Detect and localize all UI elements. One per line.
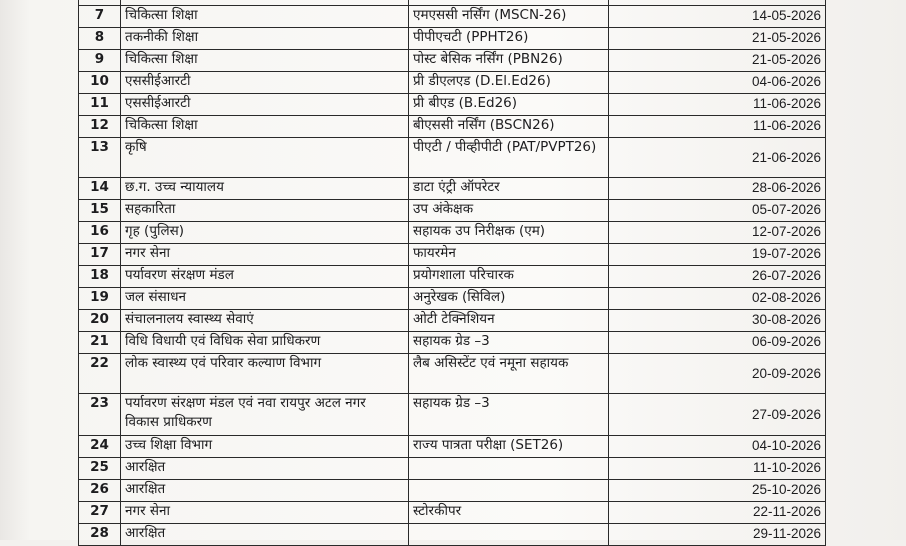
- department: विधि विधायी एवं विधिक सेवा प्राधिकरण: [121, 332, 409, 354]
- exam-date: 19-07-2026: [609, 244, 826, 266]
- exam-name: डाटा एंट्री ऑपरेटर: [409, 178, 609, 200]
- serial-number: 17: [79, 244, 121, 266]
- serial-number: 7: [79, 6, 121, 28]
- serial-number: 16: [79, 222, 121, 244]
- department: संचालनालय स्वास्थ्य सेवाएं: [121, 310, 409, 332]
- exam-date: 04-10-2026: [609, 436, 826, 458]
- exam-name: पीपीएचटी (PPHT26): [409, 28, 609, 50]
- exam-name: प्री बीएड (B.Ed26): [409, 94, 609, 116]
- table-row: [79, 436, 826, 458]
- exam-date: 26-07-2026: [609, 266, 826, 288]
- table-row: [79, 116, 826, 138]
- exam-schedule-table: [78, 0, 826, 546]
- department: आरक्षित: [121, 458, 409, 480]
- table-row: [79, 310, 826, 332]
- exam-date: 11-06-2026: [609, 116, 826, 138]
- serial-number: 28: [79, 524, 121, 546]
- serial-number: 20: [79, 310, 121, 332]
- exam-date: 25-10-2026: [609, 480, 826, 502]
- serial-number: 8: [79, 28, 121, 50]
- exam-date: 12-07-2026: [609, 222, 826, 244]
- table-row: [79, 458, 826, 480]
- serial-number: 9: [79, 50, 121, 72]
- department: पर्यावरण संरक्षण मंडल एवं नवा रायपुर अटल नगर विकास प्राधिकरण: [125, 395, 366, 430]
- department: आरक्षित: [121, 524, 409, 546]
- table-row: [79, 94, 826, 116]
- table-row: [79, 28, 826, 50]
- table-row: [79, 50, 826, 72]
- department: कृषि: [121, 138, 409, 178]
- exam-name: अनुरेखक (सिविल): [409, 288, 609, 310]
- exam-name: राज्य पात्रता परीक्षा (SET26): [409, 436, 609, 458]
- table-row: [79, 524, 826, 546]
- serial-number: 27: [79, 502, 121, 524]
- department: छ.ग. उच्च न्यायालय: [121, 178, 409, 200]
- department: गृह (पुलिस): [121, 222, 409, 244]
- exam-date: 11-10-2026: [609, 458, 826, 480]
- table-row: [79, 394, 826, 436]
- exam-name: एमएससी नर्सिंग (MSCN-26): [409, 6, 609, 28]
- exam-name: प्री डीएलएड (D.El.Ed26): [409, 72, 609, 94]
- table-row: [79, 178, 826, 200]
- table-row: [79, 6, 826, 28]
- exam-name: [409, 480, 609, 502]
- exam-name: उप अंकेक्षक: [409, 200, 609, 222]
- serial-number: 24: [79, 436, 121, 458]
- department: पर्यावरण संरक्षण मंडल: [121, 266, 409, 288]
- exam-date: 28-06-2026: [609, 178, 826, 200]
- exam-date: 04-06-2026: [609, 72, 826, 94]
- department: नगर सेना: [121, 502, 409, 524]
- table-row: [79, 222, 826, 244]
- exam-name: लैब असिस्टेंट एवं नमूना सहायक: [413, 355, 569, 371]
- table-row: [79, 288, 826, 310]
- exam-name: सहायक ग्रेड –3: [409, 394, 609, 436]
- exam-date: 21-06-2026: [609, 138, 826, 178]
- table-row: [79, 266, 826, 288]
- exam-date: 06-09-2026: [609, 332, 826, 354]
- exam-date: 27-09-2026: [609, 394, 826, 436]
- exam-date: 20-09-2026: [609, 354, 826, 394]
- serial-number: 15: [79, 200, 121, 222]
- serial-number: 21: [79, 332, 121, 354]
- exam-name: सहायक ग्रेड –3: [409, 332, 609, 354]
- exam-name: प्रयोगशाला परिचारक: [409, 266, 609, 288]
- department: नगर सेना: [121, 244, 409, 266]
- exam-date: 05-07-2026: [609, 200, 826, 222]
- exam-name: सहायक उप निरीक्षक (एम): [409, 222, 609, 244]
- exam-date: 14-05-2026: [609, 6, 826, 28]
- exam-name: स्टोरकीपर: [409, 502, 609, 524]
- table-row: [79, 138, 826, 178]
- serial-number: 25: [79, 458, 121, 480]
- department: एससीईआरटी: [121, 94, 409, 116]
- serial-number: 18: [79, 266, 121, 288]
- exam-date: 02-08-2026: [609, 288, 826, 310]
- department: जल संसाधन: [121, 288, 409, 310]
- exam-date: 30-08-2026: [609, 310, 826, 332]
- department: एससीईआरटी: [121, 72, 409, 94]
- table-row: [79, 72, 826, 94]
- exam-name: फायरमेन: [409, 244, 609, 266]
- table-row: [79, 502, 826, 524]
- department: उच्च शिक्षा विभाग: [121, 436, 409, 458]
- table-row: [79, 332, 826, 354]
- serial-number: 13: [79, 138, 121, 178]
- exam-date: 29-11-2026: [609, 524, 826, 546]
- exam-name: [409, 458, 609, 480]
- serial-number: 10: [79, 72, 121, 94]
- exam-name: [409, 524, 609, 546]
- department: तकनीकी शिक्षा: [121, 28, 409, 50]
- department: लोक स्वास्थ्य एवं परिवार कल्याण विभाग: [121, 354, 409, 394]
- department: चिकित्सा शिक्षा: [121, 6, 409, 28]
- exam-name: ओटी टेक्निशियन: [409, 310, 609, 332]
- table-row: [79, 244, 826, 266]
- exam-name: बीएससी नर्सिंग (BSCN26): [409, 116, 609, 138]
- department: सहकारिता: [121, 200, 409, 222]
- serial-number: 12: [79, 116, 121, 138]
- serial-number: 22: [79, 354, 121, 394]
- exam-name: पोस्ट बेसिक नर्सिंग (PBN26): [409, 50, 609, 72]
- table-row: [79, 354, 826, 394]
- serial-number: 11: [79, 94, 121, 116]
- exam-date: 21-05-2026: [609, 50, 826, 72]
- serial-number: 19: [79, 288, 121, 310]
- serial-number: 14: [79, 178, 121, 200]
- table-row: [79, 200, 826, 222]
- exam-name: पीएटी / पीव्हीपीटी (PAT/PVPT26): [413, 139, 597, 155]
- department: आरक्षित: [121, 480, 409, 502]
- exam-date: 22-11-2026: [609, 502, 826, 524]
- serial-number: 26: [79, 480, 121, 502]
- table-row: [79, 480, 826, 502]
- serial-number: 23: [79, 394, 121, 436]
- department: चिकित्सा शिक्षा: [121, 50, 409, 72]
- exam-date: 21-05-2026: [609, 28, 826, 50]
- department: चिकित्सा शिक्षा: [121, 116, 409, 138]
- exam-date: 11-06-2026: [609, 94, 826, 116]
